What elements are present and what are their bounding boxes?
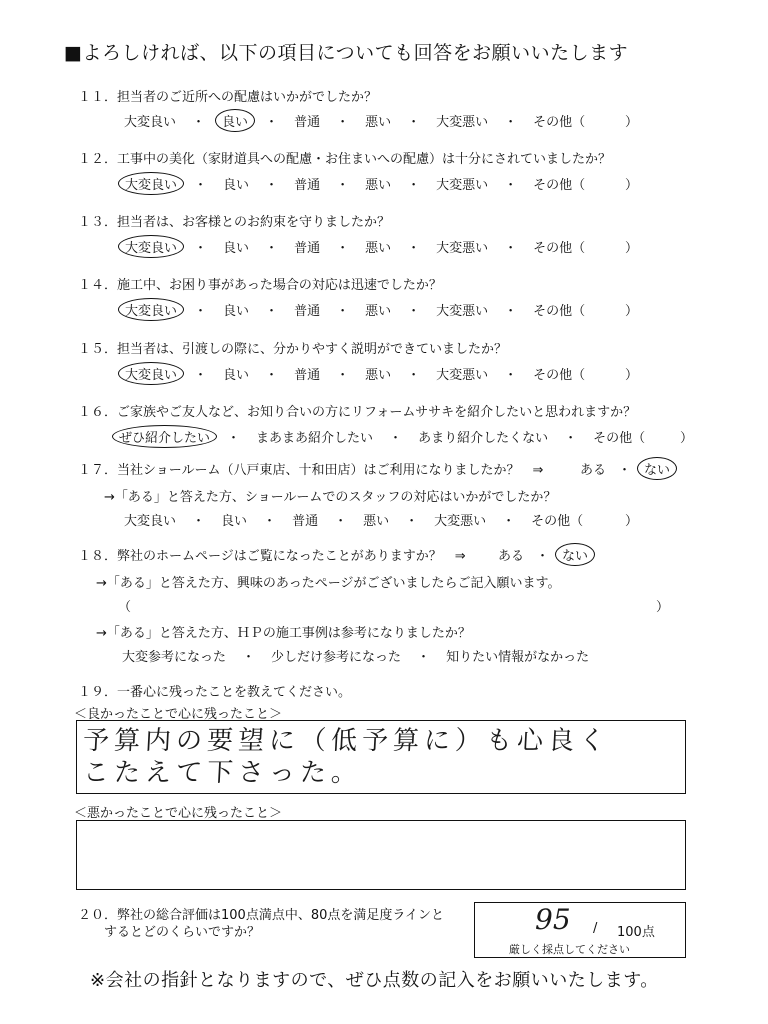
option-average[interactable]: 普通 — [294, 178, 321, 193]
option-average[interactable]: 普通 — [294, 241, 321, 256]
option-average[interactable]: 普通 — [292, 514, 319, 529]
close-paren: ） — [625, 178, 639, 193]
question-17: １７．当社ショールーム（八戸東店、十和田店）はご利用になりましたか？ ⇒ — [78, 463, 544, 478]
option-very-bad[interactable]: 大変悪い — [434, 514, 487, 529]
option-very-good-circled[interactable]: 大変良い — [118, 172, 184, 195]
question-14: １４．施工中、お困り事があった場合の対応は迅速でしたか？ — [78, 278, 442, 293]
option-other[interactable]: その他（ — [533, 241, 586, 256]
option-not-helpful[interactable]: 知りたい情報がなかった — [446, 650, 590, 665]
score-slash: / — [593, 921, 598, 936]
option-good[interactable]: 良い — [223, 241, 250, 256]
question-13: １３．担当者は、お客様とのお約束を守りましたか？ — [78, 215, 391, 230]
good-memory-answer-line-2: こたえて下さった。 — [82, 758, 363, 788]
option-very-good[interactable]: 大変良い — [124, 514, 177, 529]
option-very-good-circled[interactable]: 大変良い — [118, 235, 184, 258]
question-12: １２．工事中の美化（家財道具への配慮・お住まいへの配慮）は十分にされていましたか？ — [78, 152, 612, 167]
close-paren: ） — [625, 115, 639, 130]
option-good[interactable]: 良い — [223, 368, 250, 383]
option-somewhat-recommend[interactable]: まあまあ紹介したい — [256, 431, 374, 446]
option-other[interactable]: その他（ — [533, 178, 586, 193]
followup-18-2: →「ある」と答えた方、ＨＰの施工事例は参考になりましたか？ — [96, 626, 471, 641]
close-paren: ） — [625, 241, 639, 256]
question-15: １５．担当者は、引渡しの際に、分かりやすく説明ができていましたか？ — [78, 342, 508, 357]
question-20-line-2: するとどのくらいですか？ — [104, 925, 261, 940]
options-17: ある ・ ない — [578, 459, 673, 478]
options-18-followup: 大変参考になった ・ 少しだけ参考になった ・ 知りたい情報がなかった — [120, 646, 591, 665]
option-very-bad[interactable]: 大変悪い — [436, 178, 489, 193]
score-max: 100点 — [617, 925, 655, 940]
option-very-bad[interactable]: 大変悪い — [436, 304, 489, 319]
close-paren: ） — [680, 431, 694, 446]
options-18: ある ・ ない — [496, 545, 591, 564]
close-paren: ） — [656, 600, 670, 615]
question-19: １９．一番心に残ったことを教えてください。 — [78, 685, 352, 700]
score-box[interactable] — [474, 902, 686, 958]
option-good[interactable]: 良い — [223, 178, 250, 193]
question-18: １８．弊社のホームページはご覧になったことがありますか？ ⇒ — [78, 549, 466, 564]
option-bad[interactable]: 悪い — [365, 115, 392, 130]
option-very-good-circled[interactable]: 大変良い — [118, 362, 184, 385]
option-definitely-recommend-circled[interactable]: ぜひ紹介したい — [112, 425, 217, 448]
options-17-followup: 大変良い ・ 良い ・ 普通 ・ 悪い ・ 大変悪い ・ その他（ — [122, 510, 585, 529]
option-yes[interactable]: ある — [580, 463, 607, 478]
option-very-helpful[interactable]: 大変参考になった — [122, 650, 227, 665]
bad-memory-label: ＜悪かったことで心に残ったこと＞ — [74, 806, 283, 821]
page-header: ■よろしければ、以下の項目についても回答をお願いいたします — [64, 42, 629, 64]
score-value: 95 — [535, 903, 571, 936]
option-bad[interactable]: 悪い — [363, 514, 390, 529]
option-not-recommend[interactable]: あまり紹介したくない — [418, 431, 549, 446]
option-very-bad[interactable]: 大変悪い — [436, 368, 489, 383]
close-paren: ） — [625, 514, 639, 529]
option-other[interactable]: その他（ — [533, 304, 586, 319]
option-bad[interactable]: 悪い — [365, 368, 392, 383]
option-other[interactable]: その他（ — [593, 431, 646, 446]
options-11: 大変良い ・ 良い ・ 普通 ・ 悪い ・ 大変悪い ・ その他（ — [122, 111, 587, 130]
option-bad[interactable]: 悪い — [365, 304, 392, 319]
score-note: 厳しく採点してください — [509, 943, 630, 956]
option-very-bad[interactable]: 大変悪い — [436, 241, 489, 256]
close-paren: ） — [625, 368, 639, 383]
option-good-circled[interactable]: 良い — [215, 109, 255, 132]
option-average[interactable]: 普通 — [294, 368, 321, 383]
option-other[interactable]: その他（ — [531, 514, 584, 529]
options-15: 大変良い ・ 良い ・ 普通 ・ 悪い ・ 大変悪い ・ その他（ — [122, 364, 587, 383]
options-13: 大変良い ・ 良い ・ 普通 ・ 悪い ・ 大変悪い ・ その他（ — [122, 237, 587, 256]
good-memory-answer-line-1: 予算内の要望に（低予算に）も心良く — [82, 726, 611, 756]
followup-18-1: →「ある」と答えた方、興味のあったページがございましたらご記入願います。 — [96, 576, 561, 591]
option-good[interactable]: 良い — [221, 514, 248, 529]
option-very-bad[interactable]: 大変悪い — [436, 115, 489, 130]
option-other[interactable]: その他（ — [533, 368, 586, 383]
option-bad[interactable]: 悪い — [365, 178, 392, 193]
close-paren: ） — [625, 304, 639, 319]
bad-memory-box[interactable] — [76, 820, 686, 890]
options-14: 大変良い ・ 良い ・ 普通 ・ 悪い ・ 大変悪い ・ その他（ — [122, 300, 587, 319]
options-12: 大変良い ・ 良い ・ 普通 ・ 悪い ・ 大変悪い ・ その他（ — [122, 174, 587, 193]
followup-17: →「ある」と答えた方、ショールームでのスタッフの対応はいかがでしたか？ — [104, 490, 557, 505]
option-no-circled[interactable]: ない — [637, 457, 677, 480]
option-average[interactable]: 普通 — [294, 115, 321, 130]
question-11: １１．担当者のご近所への配慮はいかがでしたか？ — [78, 90, 378, 105]
options-16: ぜひ紹介したい ・ まあまあ紹介したい ・ あまり紹介したくない ・ その他（ — [116, 427, 647, 446]
footer-note: ※会社の指針となりますので、ぜひ点数の記入をお願いいたします。 — [90, 970, 659, 991]
option-no-circled[interactable]: ない — [555, 543, 595, 566]
option-very-good-circled[interactable]: 大変良い — [118, 298, 184, 321]
option-very-good[interactable]: 大変良い — [124, 115, 177, 130]
option-yes[interactable]: ある — [498, 549, 525, 564]
question-20-line-1: ２０．弊社の総合評価は100点満点中、80点を満足度ラインと — [78, 908, 444, 923]
good-memory-box[interactable] — [76, 720, 686, 794]
option-average[interactable]: 普通 — [294, 304, 321, 319]
good-memory-label: ＜良かったことで心に残ったこと＞ — [74, 707, 283, 722]
open-paren: （ — [118, 600, 132, 615]
option-other[interactable]: その他（ — [533, 115, 586, 130]
option-good[interactable]: 良い — [223, 304, 250, 319]
question-16: １６．ご家族やご友人など、お知り合いの方にリフォームササキを紹介したいと思われますか？ — [78, 405, 637, 420]
option-somewhat-helpful[interactable]: 少しだけ参考になった — [271, 650, 402, 665]
option-bad[interactable]: 悪い — [365, 241, 392, 256]
